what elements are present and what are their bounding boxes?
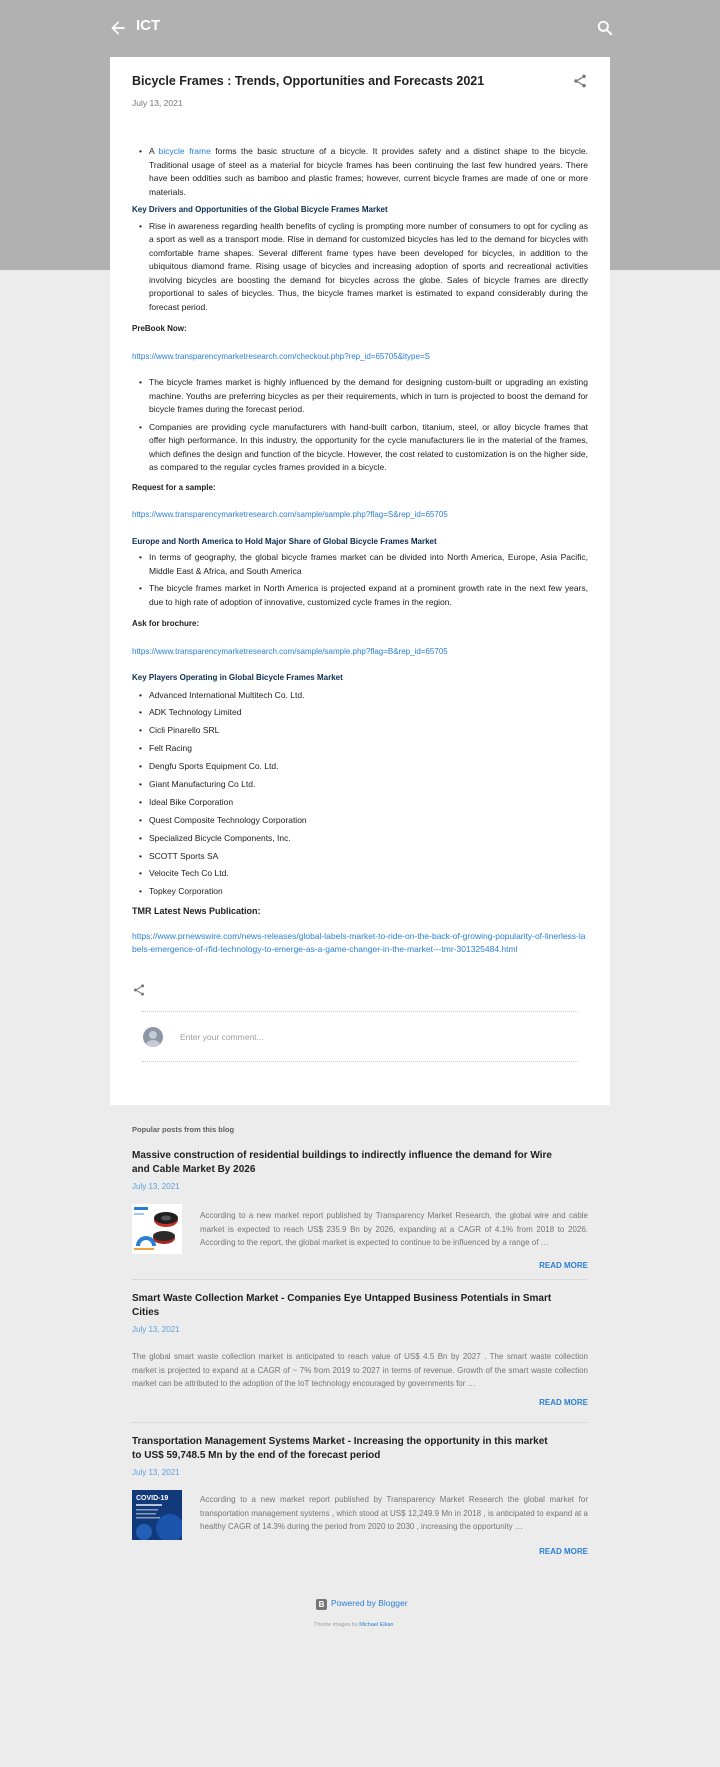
read-more-link[interactable]: READ MORE [539,1398,588,1407]
point-paragraph: • The bicycle frames market is highly influenced by the demand for designing custom-built or upgrading an existing machine. Youths are preferring bicycles as per their requirements, which in turn is projected to boost the demand for bicycle frames during the forecast period. [149,376,588,417]
prebook-link[interactable]: https://www.transparencymarketresearch.com/checkout.php?rep_id=65705&ltype=S [132,351,430,361]
popular-post-snippet: According to a new market report published by Transparency Market Research the global market for transportation management systems , which stood at US$ 12,249.9 Mn in 2018 , is anticipated to expand at a healthy CAGR of 14.3% during the period from 2020 to 2030 , increasing the opportunity … [200,1495,588,1532]
search-icon[interactable] [595,18,615,38]
driver-paragraph: • Rise in awareness regarding health benefits of cycling is prompting more number of consumers to opt for cycling as a sport as well as a transport mode. Rise in demand for customized bicycles has led to the demand for bicycles with comfortable frame shapes. Several different frame types have been developed for bicycles, in addition to the ubiquitous diamond frame. Rising usage of bicycles and increasing adoption of sports and recreational activities involving bicycles are boosting the demand for bicycles across the globe. Sales of bicycle frames are directly proportional to sales of bicycles. Thus, the bicycle frames market is estimated to expand considerably during the forecast period. [149,220,588,315]
popular-divider [132,1422,588,1423]
player-item: • Cicli Pinarello SRL [149,724,588,738]
news-link[interactable]: https://www.prnewswire.com/news-releases/global-labels-market-to-ride-on-the-back-of-growing-popularity-of-linerless-labels-emergence-of-rfid-technology-to-emerge-as-a-game-changer-in-the-market---tmr-301325484.html [132,931,586,955]
region-paragraph: • In terms of geography, the global bicycle frames market can be divided into North America, Europe, Asia Pacific, Middle East & Africa, and South America [149,551,588,578]
post-date: July 13, 2021 [132,98,183,108]
theme-credit [314,1622,394,1628]
prebook-label: PreBook Now: [132,324,187,333]
read-more-link[interactable]: READ MORE [539,1261,588,1270]
popular-post-date[interactable]: July 13, 2021 [132,1468,180,1477]
comment-divider [142,1061,578,1062]
player-item: • ADK Technology Limited [149,706,588,720]
popular-post-snippet: According to a new market report published by Transparency Market Research, the global wire and cable market is expected to reach US$ 235.9 Bn by 2026, expanding at a CAGR of 4.1% from 2018 to 2026. According to the report, the global market is expected to continue to be influenced by a range of … [200,1211,588,1248]
powered-by-blogger-link[interactable] [316,1598,408,1610]
popular-post-title[interactable]: Transportation Management Systems Market - Increasing the opportunity in this market to US$ 59,748.5 Mn by the end of the forecast period [132,1436,548,1461]
blogger-icon: B [316,1599,327,1610]
top-header [0,0,720,56]
post-thumbnail[interactable] [132,1490,182,1540]
point-paragraph: • Companies are providing cycle manufacturers with hand-built carbon, titanium, steel, or alloy bicycle frames that offer high performance. In this industry, the opportunity for the cycle manufacturers lie in the material of the frames, which defines the design and function of the bicycle. However, the cost related to customization is on the higher side, as compared to the regular cycles frames provided in a bicycle. [149,421,588,475]
player-item: • Dengfu Sports Equipment Co. Ltd. [149,760,588,774]
section-heading-drivers: Key Drivers and Opportunities of the Global Bicycle Frames Market [132,205,388,214]
brochure-link[interactable]: https://www.transparencymarketresearch.com/sample/sample.php?flag=B&rep_id=65705 [132,646,448,656]
comment-input[interactable]: Enter your comment... [180,1032,264,1042]
read-more-link[interactable]: READ MORE [539,1547,588,1556]
player-item: • Velocite Tech Co Ltd. [149,867,588,881]
section-heading-players: Key Players Operating in Global Bicycle Frames Market [132,673,343,682]
player-item: • SCOTT Sports SA [149,850,588,864]
intro-pre: A [149,146,159,156]
section-heading-regions: Europe and North America to Hold Major Share of Global Bicycle Frames Market [132,536,437,546]
sample-label: Request for a sample: [132,482,216,492]
avatar [143,1027,163,1047]
popular-post [132,1435,588,1565]
region-paragraph: • The bicycle frames market in North America is projected expand at a prominent growth rate in the next few years, due to high rate of adoption of innovative, customized cycle frames in the region. [149,582,588,609]
popular-post-date[interactable]: July 13, 2021 [132,1325,180,1334]
intro-paragraph [149,145,588,199]
theme-author-link[interactable]: Michael Elkan [359,1622,394,1628]
brochure-label: Ask for brochure: [132,619,200,628]
popular-posts [132,1125,588,1565]
player-item: • Topkey Corporation [149,885,588,899]
share-icon[interactable] [572,73,588,89]
comment-divider [142,1011,578,1012]
popular-post [132,1149,588,1279]
intro-post: forms the basic structure of a bicycle. It provides safety and a distinct shape to the bicycle. Traditional usage of steel as a material for bicycle frames has been continuing the last few hundred years. There have been oddities such as bamboo and plastic frames; however, current bicycle frames are made of one or more materials. [149,146,588,197]
back-arrow-icon[interactable] [108,18,128,38]
popular-post-title[interactable]: Smart Waste Collection Market - Companies Eye Untapped Business Potentials in Smart Cities [132,1293,552,1318]
player-item: • Giant Manufacturing Co Ltd. [149,778,588,792]
popular-post-title[interactable]: Massive construction of residential buildings to indirectly influence the demand for Wire and Cable Market By 2026 [132,1150,552,1175]
popular-heading: Popular posts from this blog [132,1125,235,1134]
player-item: • Felt Racing [149,742,588,756]
player-item: • Specialized Bicycle Components, Inc. [149,832,588,846]
post-body [132,145,588,966]
popular-post-snippet: The global smart waste collection market is anticipated to reach value of US$ 4.5 Bn by 2027 . The smart waste collection market is projected to expand at a CAGR of ~ 7% from 2019 to 2027 in terms of revenue. Growth of the smart waste collection market can be attributed to the adoption of the IoT technology encouraged by governments for … [132,1352,588,1389]
share-icon[interactable] [132,983,146,997]
popular-divider [132,1279,588,1280]
player-item: • Quest Composite Technology Corporation [149,814,588,828]
site-title[interactable]: ICT [136,17,161,34]
popular-post [132,1292,588,1412]
post-card [110,57,610,1105]
bicycle-frame-link[interactable]: bicycle frame [158,146,211,156]
news-label: TMR Latest News Publication: [132,905,261,916]
post-thumbnail[interactable] [132,1204,182,1254]
player-item: • Advanced International Multitech Co. Ltd. [149,689,588,703]
theme-credit-prefix: Theme images by [314,1622,360,1628]
player-item: • Ideal Bike Corporation [149,796,588,810]
thumbnail-title: COVID-19 [136,1495,169,1502]
popular-post-date[interactable]: July 13, 2021 [132,1182,180,1191]
post-title: Bicycle Frames : Trends, Opportunities and Forecasts 2021 [132,74,485,88]
powered-by-label: Powered by Blogger [331,1598,408,1608]
sample-link[interactable]: https://www.transparencymarketresearch.com/sample/sample.php?flag=S&rep_id=65705 [132,510,448,519]
